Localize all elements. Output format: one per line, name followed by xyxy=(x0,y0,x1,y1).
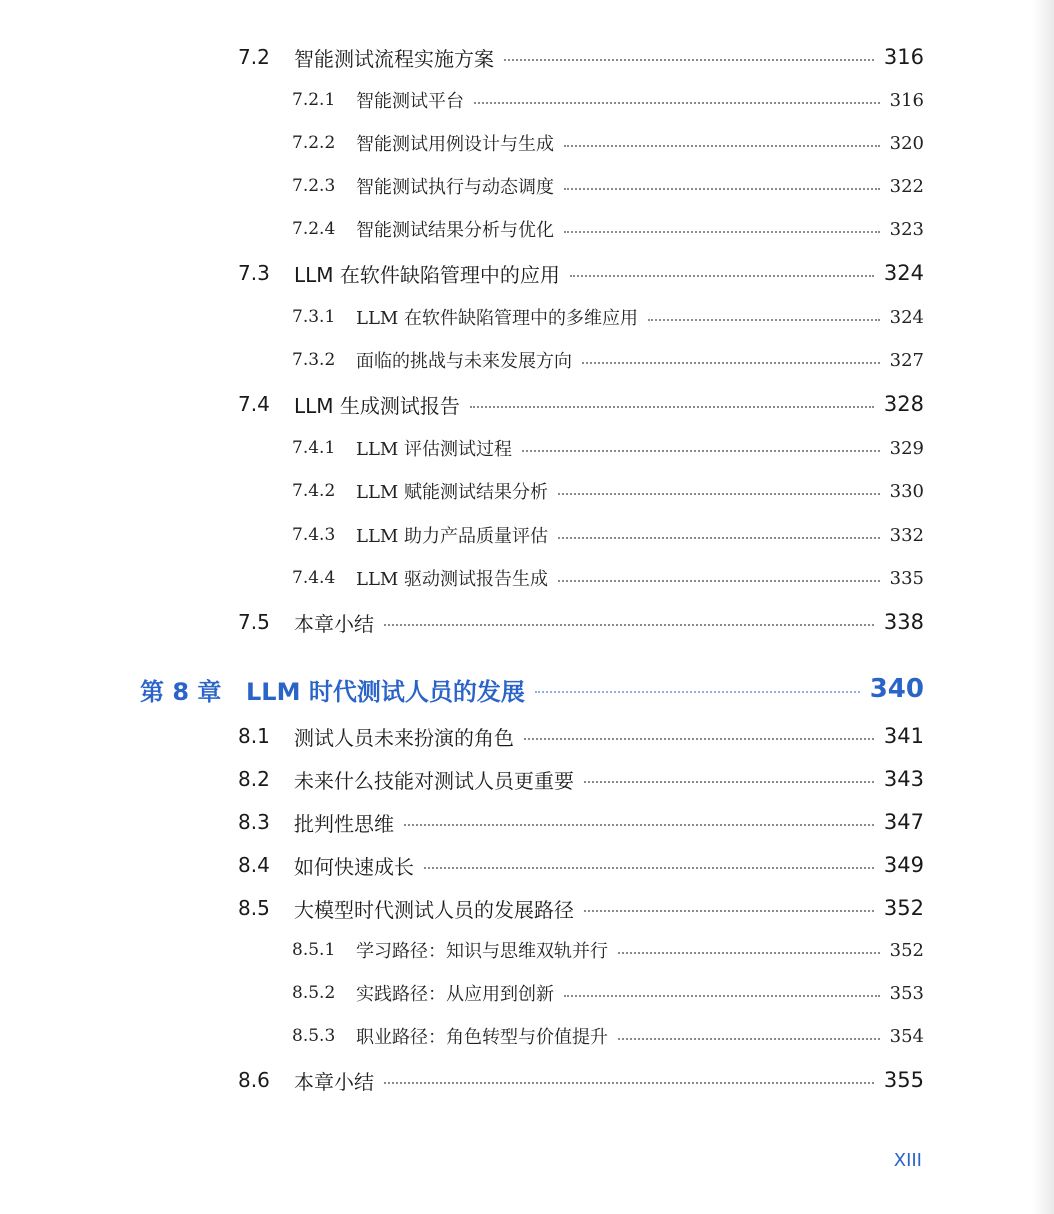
entry-number: 7.2.1 xyxy=(292,90,336,110)
entry-page: 347 xyxy=(883,810,924,834)
toc-entry-section[interactable] xyxy=(238,256,924,290)
entry-page: 328 xyxy=(883,392,924,416)
entry-number: 7.2 xyxy=(238,45,270,69)
dot-leader xyxy=(618,952,880,954)
dot-leader xyxy=(558,537,880,539)
dot-leader xyxy=(404,824,874,826)
dot-leader xyxy=(470,406,874,408)
entry-page: 327 xyxy=(889,349,924,371)
entry-number: 8.5.2 xyxy=(292,983,336,1003)
dot-leader xyxy=(584,910,874,912)
entry-number: 7.4.2 xyxy=(292,481,336,501)
toc-entry-section[interactable] xyxy=(238,891,924,925)
entry-title: 职业路径：角色转型与价值提升 xyxy=(356,1027,608,1048)
entry-page: 352 xyxy=(889,939,924,961)
toc-entry-section[interactable] xyxy=(238,762,924,796)
dot-leader xyxy=(564,145,880,147)
dot-leader xyxy=(524,738,874,740)
toc-entry-subsection[interactable] xyxy=(292,431,924,465)
entry-title: LLM 助力产品质量评估 xyxy=(356,526,549,547)
entry-page: 338 xyxy=(883,610,924,634)
entry-title: 智能测试流程实施方案 xyxy=(294,46,494,71)
entry-title: 本章小结 xyxy=(294,1069,374,1094)
entry-title: 实践路径：从应用到创新 xyxy=(356,984,554,1005)
dot-leader xyxy=(618,1038,880,1040)
entry-number: 7.3.1 xyxy=(292,307,336,327)
toc-entry-subsection[interactable] xyxy=(292,933,924,967)
toc-entry-subsection[interactable] xyxy=(292,343,924,377)
entry-title: 未来什么技能对测试人员更重要 xyxy=(294,768,574,793)
entry-title: LLM 赋能测试结果分析 xyxy=(356,482,549,503)
entry-title: LLM 在软件缺陷管理中的多维应用 xyxy=(356,308,639,329)
chapter-page: 340 xyxy=(869,674,924,704)
toc-entry-section[interactable] xyxy=(238,805,924,839)
dot-leader xyxy=(522,450,880,452)
chapter-title: LLM 时代测试人员的发展 xyxy=(246,677,525,706)
entry-page: 322 xyxy=(889,175,924,197)
dot-leader xyxy=(558,493,880,495)
toc-entry-section[interactable] xyxy=(238,719,924,753)
entry-page: 354 xyxy=(889,1025,924,1047)
page-edge-shadow xyxy=(1032,0,1054,1214)
dot-leader xyxy=(384,624,874,626)
toc-entry-subsection[interactable] xyxy=(292,212,924,246)
entry-number: 8.4 xyxy=(238,853,270,877)
entry-title: LLM 评估测试过程 xyxy=(356,439,513,460)
toc-entry-subsection[interactable] xyxy=(292,1019,924,1053)
dot-leader xyxy=(474,102,880,104)
entry-page: 352 xyxy=(883,896,924,920)
dot-leader xyxy=(384,1082,874,1084)
chapter-number: 第 8 章 xyxy=(140,677,222,706)
toc-entry-section[interactable] xyxy=(238,40,924,74)
entry-number: 7.4.4 xyxy=(292,568,336,588)
entry-title: 如何快速成长 xyxy=(294,854,414,879)
page-folio: XIII xyxy=(893,1150,922,1171)
entry-number: 7.3 xyxy=(238,261,270,285)
dot-leader xyxy=(504,59,874,61)
entry-page: 323 xyxy=(889,218,924,240)
entry-number: 7.4.1 xyxy=(292,438,336,458)
toc-entry-section[interactable] xyxy=(238,605,924,639)
entry-title: 智能测试执行与动态调度 xyxy=(356,177,554,198)
dot-leader xyxy=(582,362,880,364)
entry-title: 批判性思维 xyxy=(294,811,394,836)
entry-page: 324 xyxy=(889,306,924,328)
toc-entry-subsection[interactable] xyxy=(292,126,924,160)
dot-leader xyxy=(648,319,880,321)
entry-number: 7.2.4 xyxy=(292,219,336,239)
entry-title: 智能测试平台 xyxy=(356,91,464,112)
entry-page: 353 xyxy=(889,982,924,1004)
entry-title: 测试人员未来扮演的角色 xyxy=(294,725,514,750)
toc-entry-subsection[interactable] xyxy=(292,474,924,508)
dot-leader xyxy=(564,231,880,233)
entry-title: 学习路径：知识与思维双轨并行 xyxy=(356,941,608,962)
toc-entry-subsection[interactable] xyxy=(292,83,924,117)
entry-title: 本章小结 xyxy=(294,611,374,636)
entry-number: 8.5.1 xyxy=(292,940,336,960)
toc-entry-subsection[interactable] xyxy=(292,518,924,552)
toc-entry-subsection[interactable] xyxy=(292,976,924,1010)
toc-entry-section[interactable] xyxy=(238,1063,924,1097)
entry-page: 320 xyxy=(889,132,924,154)
entry-number: 7.2.2 xyxy=(292,133,336,153)
entry-number: 7.4 xyxy=(238,392,270,416)
toc-entry-chapter[interactable] xyxy=(140,669,924,709)
entry-page: 343 xyxy=(883,767,924,791)
dot-leader xyxy=(564,995,880,997)
entry-page: 335 xyxy=(889,567,924,589)
toc-entry-subsection[interactable] xyxy=(292,300,924,334)
dot-leader xyxy=(424,867,874,869)
toc-entry-section[interactable] xyxy=(238,848,924,882)
toc-entry-section[interactable] xyxy=(238,387,924,421)
entry-page: 316 xyxy=(889,89,924,111)
entry-title: LLM 驱动测试报告生成 xyxy=(356,569,549,590)
toc-entry-subsection[interactable] xyxy=(292,169,924,203)
entry-title: 大模型时代测试人员的发展路径 xyxy=(294,897,574,922)
entry-page: 341 xyxy=(883,724,924,748)
dot-leader xyxy=(570,275,874,277)
entry-page: 324 xyxy=(883,261,924,285)
entry-number: 8.2 xyxy=(238,767,270,791)
dot-leader xyxy=(558,580,880,582)
entry-number: 8.6 xyxy=(238,1068,270,1092)
entry-number: 8.3 xyxy=(238,810,270,834)
entry-number: 7.5 xyxy=(238,610,270,634)
dot-leader xyxy=(564,188,880,190)
entry-title: LLM 在软件缺陷管理中的应用 xyxy=(294,262,560,287)
entry-title: 智能测试用例设计与生成 xyxy=(356,134,554,155)
entry-number: 7.3.2 xyxy=(292,350,336,370)
entry-page: 349 xyxy=(883,853,924,877)
entry-number: 8.1 xyxy=(238,724,270,748)
toc-entry-subsection[interactable] xyxy=(292,561,924,595)
entry-page: 332 xyxy=(889,524,924,546)
entry-title: LLM 生成测试报告 xyxy=(294,393,460,418)
dot-leader xyxy=(584,781,874,783)
entry-page: 355 xyxy=(883,1068,924,1092)
entry-page: 316 xyxy=(883,45,924,69)
dot-leader xyxy=(535,691,860,693)
entry-number: 7.2.3 xyxy=(292,176,336,196)
entry-page: 329 xyxy=(889,437,924,459)
entry-number: 8.5.3 xyxy=(292,1026,336,1046)
entry-number: 8.5 xyxy=(238,896,270,920)
entry-number: 7.4.3 xyxy=(292,525,336,545)
entry-page: 330 xyxy=(889,480,924,502)
entry-title: 面临的挑战与未来发展方向 xyxy=(356,351,572,372)
entry-title: 智能测试结果分析与优化 xyxy=(356,220,554,241)
